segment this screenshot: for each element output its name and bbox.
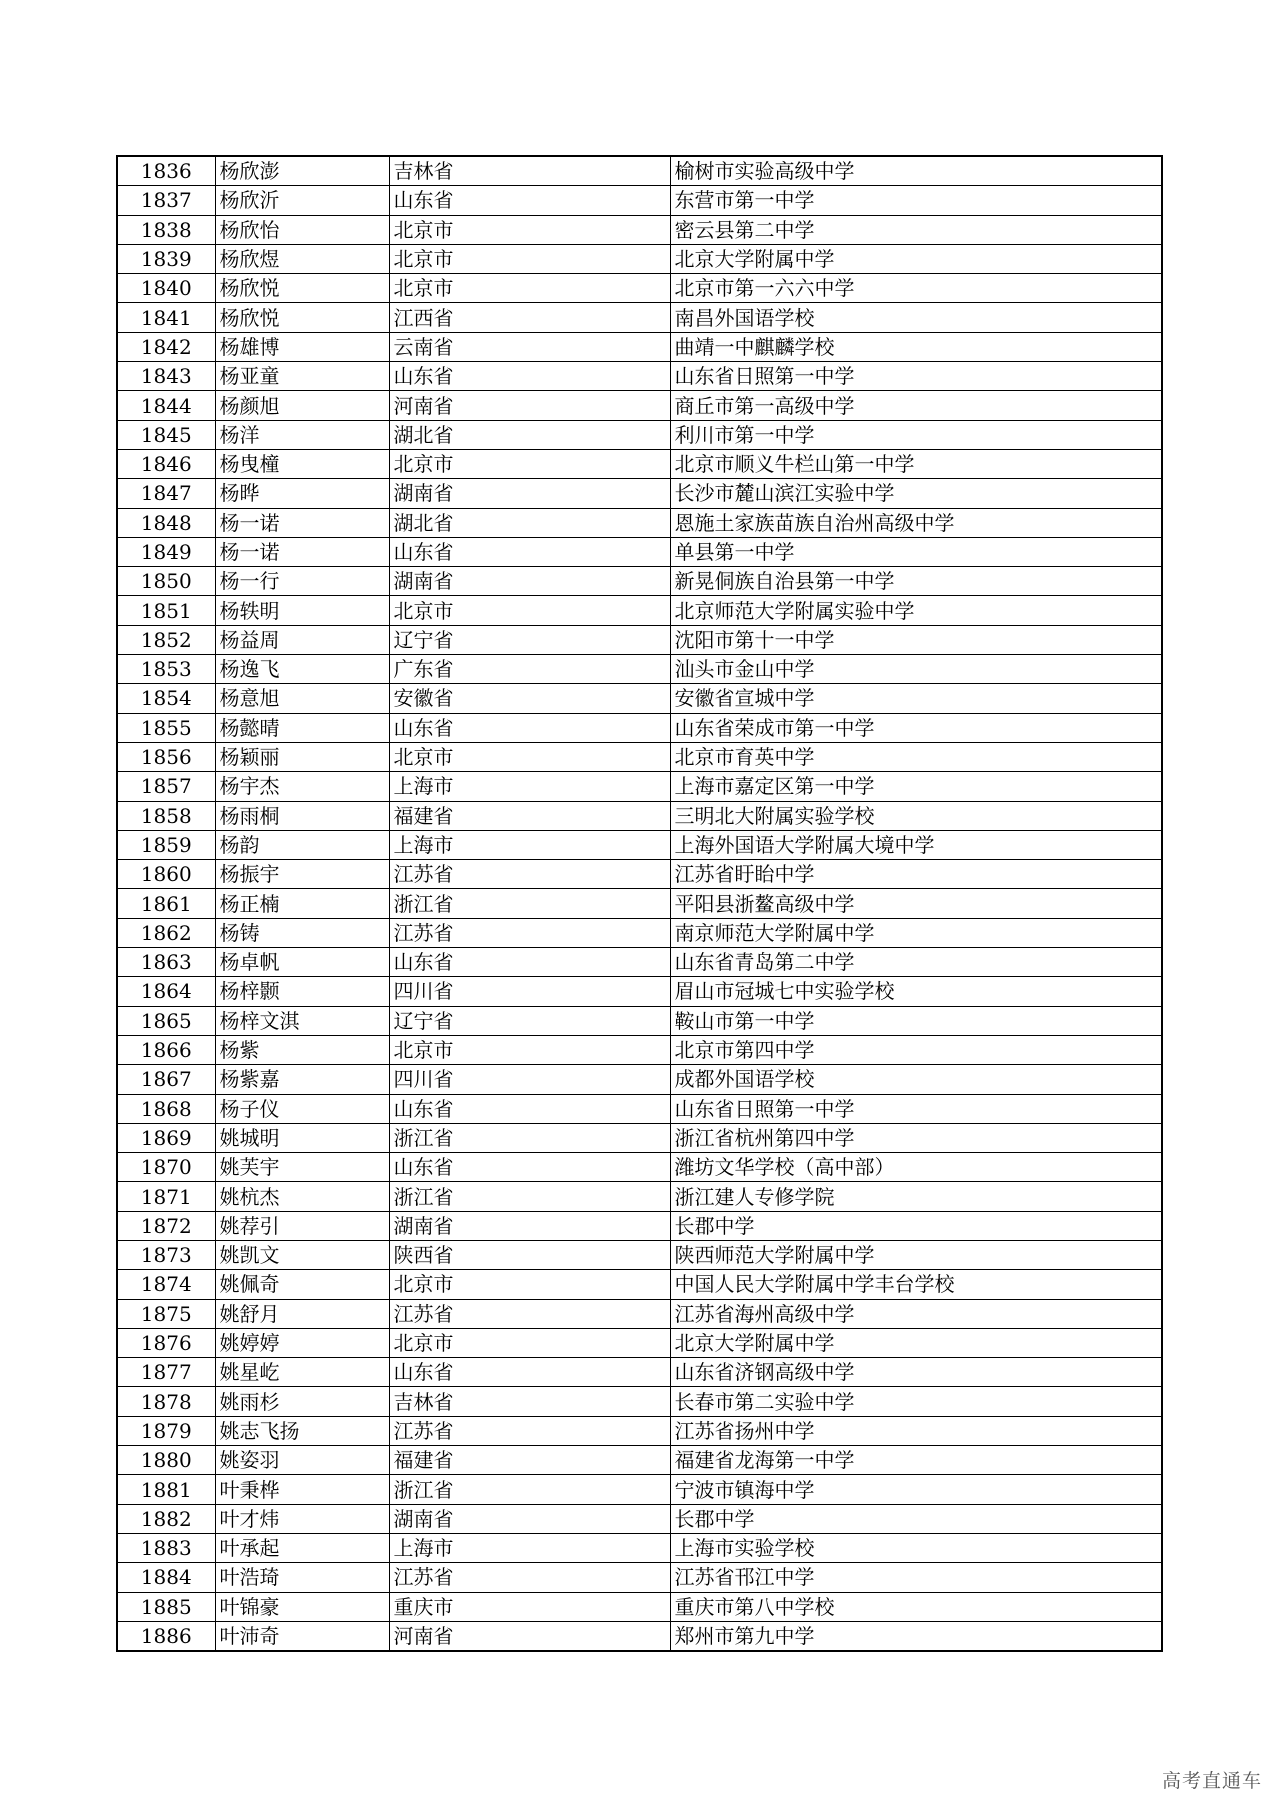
school-name-cell: 北京大学附属中学: [670, 1328, 1162, 1357]
province-cell: 江苏省: [389, 918, 670, 947]
province-cell: 湖南省: [389, 1504, 670, 1533]
row-number-cell: 1837: [117, 186, 215, 215]
table-row: [117, 1328, 1162, 1357]
school-name-cell: 成都外国语学校: [670, 1065, 1162, 1094]
school-name-cell: 北京市育英中学: [670, 742, 1162, 771]
table-row: [117, 801, 1162, 830]
school-name-cell: 北京师范大学附属实验中学: [670, 596, 1162, 625]
province-cell: 北京市: [389, 1270, 670, 1299]
table-row: [117, 977, 1162, 1006]
province-cell: 吉林省: [389, 1387, 670, 1416]
row-number-cell: 1857: [117, 772, 215, 801]
school-name-cell: 安徽省宣城中学: [670, 684, 1162, 713]
school-name-cell: 浙江省杭州第四中学: [670, 1123, 1162, 1152]
province-cell: 湖北省: [389, 420, 670, 449]
row-number-cell: 1869: [117, 1123, 215, 1152]
student-name-cell: 杨一行: [215, 567, 389, 596]
school-name-cell: 曲靖一中麒麟学校: [670, 332, 1162, 361]
student-name-cell: 杨子仪: [215, 1094, 389, 1123]
province-cell: 山东省: [389, 1358, 670, 1387]
table-row: [117, 362, 1162, 391]
school-name-cell: 上海市嘉定区第一中学: [670, 772, 1162, 801]
row-number-cell: 1836: [117, 156, 215, 186]
province-cell: 重庆市: [389, 1592, 670, 1621]
row-number-cell: 1845: [117, 420, 215, 449]
table-row: [117, 303, 1162, 332]
student-name-cell: 姚雨杉: [215, 1387, 389, 1416]
table-row: [117, 1504, 1162, 1533]
student-name-cell: 杨欣怡: [215, 215, 389, 244]
student-name-cell: 杨欣煜: [215, 244, 389, 273]
student-name-cell: 姚志飞扬: [215, 1416, 389, 1445]
student-name-cell: 杨梓颢: [215, 977, 389, 1006]
province-cell: 河南省: [389, 391, 670, 420]
row-number-cell: 1851: [117, 596, 215, 625]
province-cell: 四川省: [389, 977, 670, 1006]
school-name-cell: 利川市第一中学: [670, 420, 1162, 449]
school-name-cell: 沈阳市第十一中学: [670, 625, 1162, 654]
province-cell: 辽宁省: [389, 1006, 670, 1035]
row-number-cell: 1866: [117, 1035, 215, 1064]
school-name-cell: 恩施土家族苗族自治州高级中学: [670, 508, 1162, 537]
row-number-cell: 1885: [117, 1592, 215, 1621]
school-name-cell: 长沙市麓山滨江实验中学: [670, 479, 1162, 508]
province-cell: 江西省: [389, 303, 670, 332]
school-name-cell: 江苏省邗江中学: [670, 1563, 1162, 1592]
student-name-cell: 杨铸: [215, 918, 389, 947]
school-name-cell: 陕西师范大学附属中学: [670, 1240, 1162, 1269]
student-name-cell: 杨梓文淇: [215, 1006, 389, 1035]
student-name-cell: 姚城明: [215, 1123, 389, 1152]
student-name-cell: 杨紫嘉: [215, 1065, 389, 1094]
student-name-cell: 叶秉桦: [215, 1475, 389, 1504]
school-name-cell: 三明北大附属实验学校: [670, 801, 1162, 830]
school-name-cell: 南昌外国语学校: [670, 303, 1162, 332]
row-number-cell: 1884: [117, 1563, 215, 1592]
student-name-cell: 杨一诺: [215, 508, 389, 537]
student-name-cell: 叶承起: [215, 1533, 389, 1562]
school-name-cell: 上海市实验学校: [670, 1533, 1162, 1562]
table-row: [117, 684, 1162, 713]
province-cell: 山东省: [389, 713, 670, 742]
row-number-cell: 1882: [117, 1504, 215, 1533]
province-cell: 北京市: [389, 215, 670, 244]
student-name-cell: 姚杭杰: [215, 1182, 389, 1211]
province-cell: 上海市: [389, 830, 670, 859]
row-number-cell: 1855: [117, 713, 215, 742]
row-number-cell: 1840: [117, 274, 215, 303]
table-row: [117, 1153, 1162, 1182]
table-row: [117, 508, 1162, 537]
row-number-cell: 1842: [117, 332, 215, 361]
school-name-cell: 重庆市第八中学校: [670, 1592, 1162, 1621]
student-name-cell: 杨颖丽: [215, 742, 389, 771]
row-number-cell: 1839: [117, 244, 215, 273]
province-cell: 陕西省: [389, 1240, 670, 1269]
student-name-cell: 杨欣沂: [215, 186, 389, 215]
row-number-cell: 1870: [117, 1153, 215, 1182]
table-row: [117, 1387, 1162, 1416]
row-number-cell: 1841: [117, 303, 215, 332]
row-number-cell: 1875: [117, 1299, 215, 1328]
school-name-cell: 山东省日照第一中学: [670, 362, 1162, 391]
row-number-cell: 1873: [117, 1240, 215, 1269]
province-cell: 浙江省: [389, 1475, 670, 1504]
school-name-cell: 潍坊文华学校（高中部）: [670, 1153, 1162, 1182]
province-cell: 江苏省: [389, 1416, 670, 1445]
table-row: [117, 1006, 1162, 1035]
row-number-cell: 1843: [117, 362, 215, 391]
student-name-cell: 杨欣悦: [215, 303, 389, 332]
province-cell: 福建省: [389, 801, 670, 830]
student-name-cell: 杨晔: [215, 479, 389, 508]
school-name-cell: 平阳县浙鳌高级中学: [670, 889, 1162, 918]
table-row: [117, 1299, 1162, 1328]
row-number-cell: 1868: [117, 1094, 215, 1123]
province-cell: 上海市: [389, 772, 670, 801]
province-cell: 山东省: [389, 1153, 670, 1182]
table-row: [117, 1211, 1162, 1240]
student-name-cell: 叶锦豪: [215, 1592, 389, 1621]
school-name-cell: 商丘市第一高级中学: [670, 391, 1162, 420]
row-number-cell: 1867: [117, 1065, 215, 1094]
province-cell: 广东省: [389, 655, 670, 684]
school-name-cell: 山东省荣成市第一中学: [670, 713, 1162, 742]
row-number-cell: 1838: [117, 215, 215, 244]
table-row: [117, 537, 1162, 566]
student-name-cell: 杨颜旭: [215, 391, 389, 420]
table-row: [117, 1475, 1162, 1504]
table-row: [117, 625, 1162, 654]
row-number-cell: 1874: [117, 1270, 215, 1299]
row-number-cell: 1854: [117, 684, 215, 713]
table-row: [117, 274, 1162, 303]
school-name-cell: 长郡中学: [670, 1504, 1162, 1533]
school-name-cell: 北京市第四中学: [670, 1035, 1162, 1064]
province-cell: 河南省: [389, 1621, 670, 1651]
school-name-cell: 中国人民大学附属中学丰台学校: [670, 1270, 1162, 1299]
student-name-cell: 杨洋: [215, 420, 389, 449]
row-number-cell: 1878: [117, 1387, 215, 1416]
table-row: [117, 655, 1162, 684]
row-number-cell: 1859: [117, 830, 215, 859]
row-number-cell: 1886: [117, 1621, 215, 1651]
row-number-cell: 1862: [117, 918, 215, 947]
student-name-cell: 杨亚童: [215, 362, 389, 391]
school-name-cell: 山东省日照第一中学: [670, 1094, 1162, 1123]
province-cell: 上海市: [389, 1533, 670, 1562]
student-name-cell: 杨卓帆: [215, 948, 389, 977]
province-cell: 山东省: [389, 1094, 670, 1123]
school-name-cell: 江苏省扬州中学: [670, 1416, 1162, 1445]
province-cell: 北京市: [389, 1035, 670, 1064]
row-number-cell: 1881: [117, 1475, 215, 1504]
school-name-cell: 北京市第一六六中学: [670, 274, 1162, 303]
school-name-cell: 江苏省盱眙中学: [670, 860, 1162, 889]
table-row: [117, 742, 1162, 771]
school-name-cell: 汕头市金山中学: [670, 655, 1162, 684]
school-name-cell: 长春市第二实验中学: [670, 1387, 1162, 1416]
row-number-cell: 1853: [117, 655, 215, 684]
table-row: [117, 713, 1162, 742]
student-name-cell: 姚凯文: [215, 1240, 389, 1269]
student-name-cell: 杨雨桐: [215, 801, 389, 830]
school-name-cell: 郑州市第九中学: [670, 1621, 1162, 1651]
row-number-cell: 1880: [117, 1446, 215, 1475]
row-number-cell: 1860: [117, 860, 215, 889]
school-name-cell: 南京师范大学附属中学: [670, 918, 1162, 947]
school-name-cell: 山东省济钢高级中学: [670, 1358, 1162, 1387]
school-name-cell: 浙江建人专修学院: [670, 1182, 1162, 1211]
row-number-cell: 1846: [117, 449, 215, 478]
student-name-cell: 杨意旭: [215, 684, 389, 713]
school-name-cell: 宁波市镇海中学: [670, 1475, 1162, 1504]
student-name-cell: 姚星屹: [215, 1358, 389, 1387]
student-name-cell: 姚荐引: [215, 1211, 389, 1240]
row-number-cell: 1844: [117, 391, 215, 420]
table-row: [117, 1240, 1162, 1269]
province-cell: 江苏省: [389, 860, 670, 889]
school-name-cell: 鞍山市第一中学: [670, 1006, 1162, 1035]
table-row: [117, 1358, 1162, 1387]
province-cell: 山东省: [389, 362, 670, 391]
province-cell: 湖南省: [389, 1211, 670, 1240]
student-name-cell: 姚芙宇: [215, 1153, 389, 1182]
student-name-cell: 杨懿晴: [215, 713, 389, 742]
school-name-cell: 单县第一中学: [670, 537, 1162, 566]
row-number-cell: 1849: [117, 537, 215, 566]
student-name-cell: 姚婷婷: [215, 1328, 389, 1357]
student-name-cell: 叶浩琦: [215, 1563, 389, 1592]
province-cell: 山东省: [389, 948, 670, 977]
table-row: [117, 1182, 1162, 1211]
table-row: [117, 596, 1162, 625]
row-number-cell: 1848: [117, 508, 215, 537]
table-row: [117, 332, 1162, 361]
student-name-cell: 杨振宇: [215, 860, 389, 889]
row-number-cell: 1876: [117, 1328, 215, 1357]
table-row: [117, 567, 1162, 596]
table-row: [117, 420, 1162, 449]
table-row: [117, 244, 1162, 273]
student-name-cell: 杨曳橦: [215, 449, 389, 478]
student-name-cell: 杨逸飞: [215, 655, 389, 684]
school-name-cell: 长郡中学: [670, 1211, 1162, 1240]
province-cell: 江苏省: [389, 1299, 670, 1328]
province-cell: 湖南省: [389, 567, 670, 596]
table-row: [117, 449, 1162, 478]
table-row: [117, 1416, 1162, 1445]
table-row: [117, 186, 1162, 215]
table-row: [117, 1592, 1162, 1621]
school-name-cell: 新晃侗族自治县第一中学: [670, 567, 1162, 596]
school-name-cell: 东营市第一中学: [670, 186, 1162, 215]
student-name-cell: 姚姿羽: [215, 1446, 389, 1475]
school-name-cell: 福建省龙海第一中学: [670, 1446, 1162, 1475]
province-cell: 吉林省: [389, 156, 670, 186]
student-name-cell: 杨正楠: [215, 889, 389, 918]
school-name-cell: 上海外国语大学附属大境中学: [670, 830, 1162, 859]
table-row: [117, 215, 1162, 244]
student-name-cell: 杨轶明: [215, 596, 389, 625]
table-row: [117, 1533, 1162, 1562]
school-name-cell: 山东省青岛第二中学: [670, 948, 1162, 977]
table-row: [117, 479, 1162, 508]
table-row: [117, 1035, 1162, 1064]
student-name-cell: 杨雄博: [215, 332, 389, 361]
table-row: [117, 772, 1162, 801]
student-name-cell: 叶沛奇: [215, 1621, 389, 1651]
table-row: [117, 860, 1162, 889]
school-name-cell: 北京市顺义牛栏山第一中学: [670, 449, 1162, 478]
province-cell: 浙江省: [389, 1123, 670, 1152]
province-cell: 湖南省: [389, 479, 670, 508]
province-cell: 江苏省: [389, 1563, 670, 1592]
student-name-cell: 杨欣悦: [215, 274, 389, 303]
province-cell: 福建省: [389, 1446, 670, 1475]
row-number-cell: 1872: [117, 1211, 215, 1240]
province-cell: 湖北省: [389, 508, 670, 537]
row-number-cell: 1863: [117, 948, 215, 977]
province-cell: 北京市: [389, 274, 670, 303]
row-number-cell: 1865: [117, 1006, 215, 1035]
province-cell: 山东省: [389, 537, 670, 566]
roster-table-body: [117, 156, 1162, 1651]
school-name-cell: 密云县第二中学: [670, 215, 1162, 244]
table-row: [117, 1563, 1162, 1592]
row-number-cell: 1883: [117, 1533, 215, 1562]
row-number-cell: 1879: [117, 1416, 215, 1445]
table-row: [117, 1065, 1162, 1094]
student-name-cell: 杨韵: [215, 830, 389, 859]
table-row: [117, 156, 1162, 186]
table-row: [117, 830, 1162, 859]
province-cell: 北京市: [389, 244, 670, 273]
student-name-cell: 姚佩奇: [215, 1270, 389, 1299]
student-name-cell: 杨宇杰: [215, 772, 389, 801]
row-number-cell: 1856: [117, 742, 215, 771]
school-name-cell: 榆树市实验高级中学: [670, 156, 1162, 186]
table-row: [117, 391, 1162, 420]
row-number-cell: 1877: [117, 1358, 215, 1387]
table-row: [117, 1621, 1162, 1651]
school-name-cell: 北京大学附属中学: [670, 244, 1162, 273]
row-number-cell: 1864: [117, 977, 215, 1006]
table-row: [117, 1270, 1162, 1299]
province-cell: 云南省: [389, 332, 670, 361]
school-name-cell: 江苏省海州高级中学: [670, 1299, 1162, 1328]
row-number-cell: 1847: [117, 479, 215, 508]
row-number-cell: 1861: [117, 889, 215, 918]
row-number-cell: 1858: [117, 801, 215, 830]
province-cell: 山东省: [389, 186, 670, 215]
student-name-cell: 杨一诺: [215, 537, 389, 566]
row-number-cell: 1852: [117, 625, 215, 654]
province-cell: 北京市: [389, 742, 670, 771]
table-row: [117, 918, 1162, 947]
table-row: [117, 1094, 1162, 1123]
student-name-cell: 叶才炜: [215, 1504, 389, 1533]
watermark-text: 高考直通车: [1161, 1770, 1262, 1792]
province-cell: 北京市: [389, 596, 670, 625]
table-row: [117, 889, 1162, 918]
table-row: [117, 948, 1162, 977]
row-number-cell: 1850: [117, 567, 215, 596]
roster-table: [116, 155, 1163, 1652]
student-name-cell: 杨益周: [215, 625, 389, 654]
province-cell: 安徽省: [389, 684, 670, 713]
table-row: [117, 1123, 1162, 1152]
student-name-cell: 杨紫: [215, 1035, 389, 1064]
school-name-cell: 眉山市冠城七中实验学校: [670, 977, 1162, 1006]
province-cell: 北京市: [389, 449, 670, 478]
province-cell: 辽宁省: [389, 625, 670, 654]
province-cell: 浙江省: [389, 1182, 670, 1211]
student-name-cell: 杨欣澎: [215, 156, 389, 186]
province-cell: 浙江省: [389, 889, 670, 918]
province-cell: 北京市: [389, 1328, 670, 1357]
province-cell: 四川省: [389, 1065, 670, 1094]
table-row: [117, 1446, 1162, 1475]
student-name-cell: 姚舒月: [215, 1299, 389, 1328]
row-number-cell: 1871: [117, 1182, 215, 1211]
